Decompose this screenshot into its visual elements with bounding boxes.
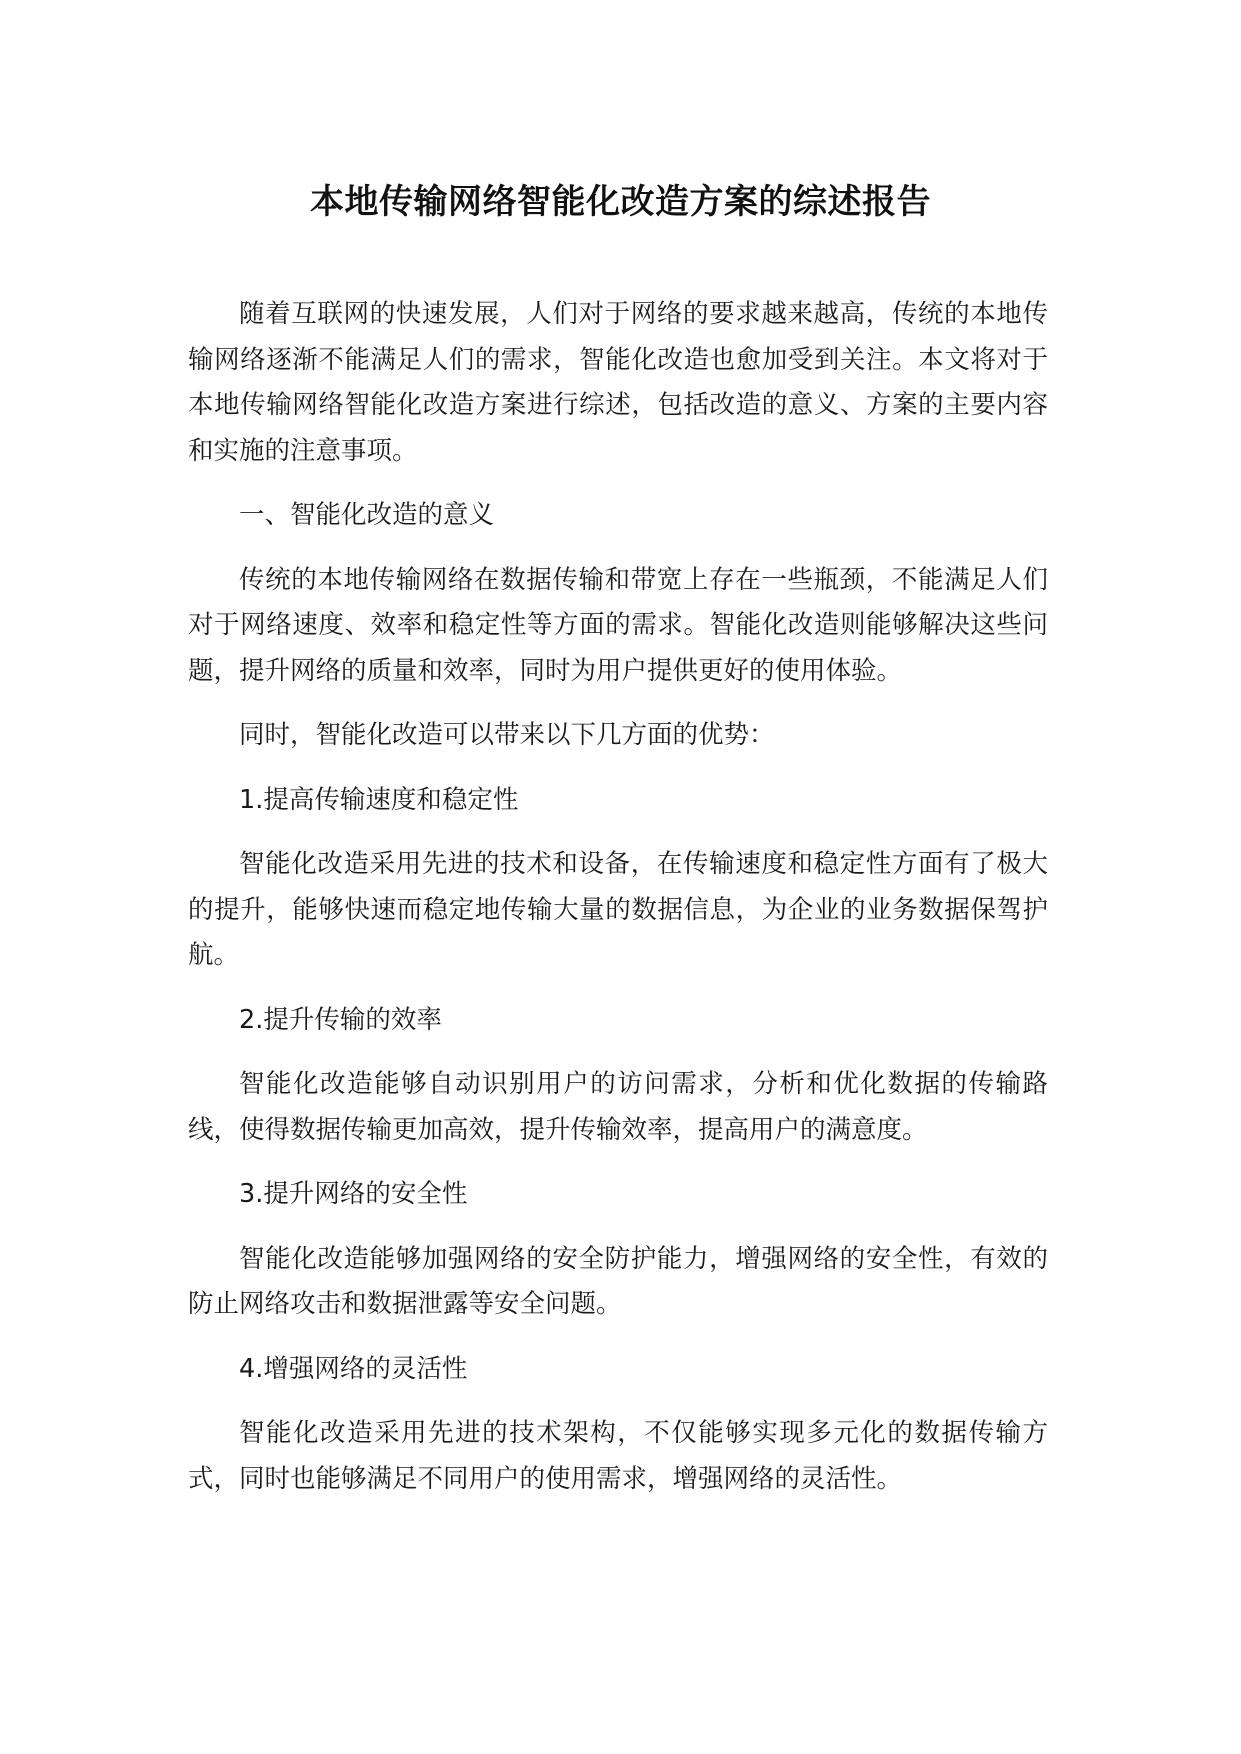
advantage-heading-2: 2.提升传输的效率: [239, 1004, 442, 1035]
advantages-intro: 同时，智能化改造可以带来以下几方面的优势：: [239, 720, 775, 750]
advantage-paragraph-4: 智能化改造采用先进的技术架构，不仅能够实现多元化的数据传输方式，同时也能够满足不同用户的使用需求，增强网络的灵活性。: [188, 1418, 1048, 1494]
advantage-paragraph-2: 智能化改造能够自动识别用户的访问需求，分析和优化数据的传输路线，使得数据传输更加高效，提升传输效率，提高用户的满意度。: [188, 1069, 1048, 1145]
document-title: 本地传输网络智能化改造方案的综述报告: [310, 182, 931, 222]
intro-paragraph: 随着互联网的快速发展，人们对于网络的要求越来越高，传统的本地传输网络逐渐不能满足人们的需求，智能化改造也愈加受到关注。本文将对于本地传输网络智能化改造方案进行综述，包括改造的意义、方案的主要内容和实施的注意事项。: [188, 299, 1048, 466]
section-heading-1: 一、智能化改造的意义: [239, 500, 495, 530]
advantage-heading-1: 1.提高传输速度和稳定性: [239, 784, 519, 815]
section-1-paragraph: 传统的本地传输网络在数据传输和带宽上存在一些瓶颈，不能满足人们对于网络速度、效率和稳定性等方面的需求。智能化改造则能够解决这些问题，提升网络的质量和效率，同时为用户提供更好的使用体验。: [188, 564, 1048, 686]
advantage-heading-4: 4.增强网络的灵活性: [239, 1353, 468, 1384]
advantage-paragraph-3: 智能化改造能够加强网络的安全防护能力，增强网络的安全性，有效的防止网络攻击和数据泄露等安全问题。: [188, 1243, 1048, 1319]
advantage-paragraph-1: 智能化改造采用先进的技术和设备，在传输速度和稳定性方面有了极大的提升，能够快速而稳定地传输大量的数据信息，为企业的业务数据保驾护航。: [188, 849, 1048, 970]
document-body: [188, 292, 1048, 1502]
advantage-heading-3: 3.提升网络的安全性: [239, 1179, 468, 1209]
